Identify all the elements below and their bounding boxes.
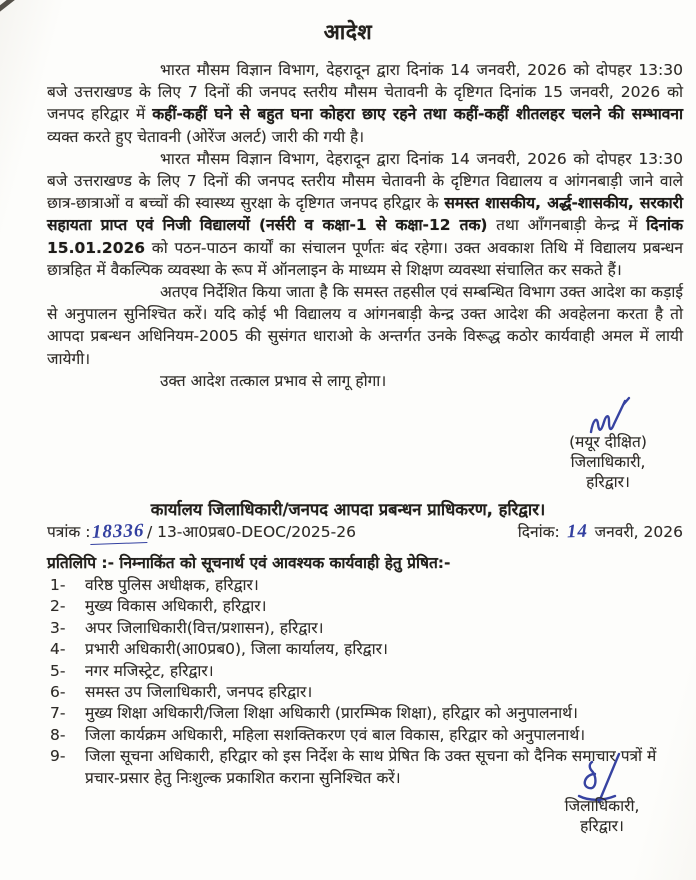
letter-date [518,520,683,543]
list-item [50,703,670,724]
item-text: अपर जिलाधिकारी(वित्त/प्रशासन), हरिद्वार। [85,618,324,637]
list-item [50,618,670,639]
item-number: 7- [50,704,66,723]
item-number: 6- [50,683,66,702]
office-heading: कार्यालय जिलाधिकारी/जनपद आपदा प्रबन्धन प्राधिकरण, हरिद्वार। [150,500,546,519]
item-number: 9- [50,747,66,766]
signature-block-top [528,396,688,492]
letter-number-label: पत्रांक : [47,523,91,541]
paragraph-text: तथा आँगनबाड़ी केन्द्र में [487,216,647,235]
list-item [50,575,670,596]
signature-block-bottom [532,752,672,836]
signatory-place: हरिद्वार। [586,473,630,491]
paragraph-text: भारत मौसम विज्ञान विभाग, देहरादून द्वारा दिनांक 14 जनवरी, 2026 को दोपहर 13:30 बजे उत्तराखण्ड के लिए 7 दिनों की जनपद स्तरीय मौसम चेतावनी के दृष्टिगत दिनांक 15 जनवरी, 2026 को जनपद हरिद्वार में [47,61,683,124]
item-number: 4- [50,640,66,659]
signatory-name: (मयूर दीक्षित) [569,433,647,451]
order-paragraph-1 [47,59,683,148]
letter-date-handwritten: 14 [566,520,589,543]
item-text: मुख्य शिक्षा अधिकारी/जिला शिक्षा अधिकारी (प्रारम्भिक शिक्षा), हरिद्वार को अनुपालनार्थ। [85,704,578,723]
item-number: 1- [50,576,66,594]
signatory-designation: जिलाधिकारी, [564,797,640,815]
item-text: नगर मजिस्ट्रेट, हरिद्वार। [85,661,214,680]
signatory-place: हरिद्वार। [580,817,624,835]
letter-number-text: / 13-आ0प्रब0-DEOC/2025-26 [146,523,356,541]
item-text: प्रभारी अधिकारी(आ0प्रब0), जिला कार्यालय, हरिद्वार। [85,640,388,659]
list-item [50,725,670,746]
item-number: 2- [50,597,66,616]
document-title: आदेश [323,20,373,44]
item-number: 3- [50,618,66,637]
order-paragraph-3: अतएव निर्देशित किया जाता है कि समस्त तहसील एवं सम्बन्धित विभाग उक्त आदेश का कड़ाई से अनुपालन सुनिश्चित करें। यदि कोई भी विद्यालय व आंगनबाड़ी केन्द्र उक्त आदेश की अवहेलना करता है तो आपदा प्रबन्धन अधिनियम-2005 की सुसंगत धाराओ के अन्तर्गत उनके विरूद्ध कठोर कार्यवाही अमल में लायी जायेगी। [47,283,683,368]
letter-number [47,520,356,544]
item-number: 5- [50,661,66,680]
letter-date-text: जनवरी, 2026 [594,523,683,541]
order-paragraph-4: उक्त आदेश तत्काल प्रभाव से लागू होगा। [160,371,387,390]
item-text: समस्त उप जिलाधिकारी, जनपद हरिद्वार। [85,683,313,702]
signatory-designation: जिलाधिकारी, [570,453,646,471]
corner-fold-mark [0,0,17,14]
list-item [50,639,670,660]
letter-number-handwritten: 18336 [90,520,147,545]
copy-intro: प्रतिलिपि :- निम्नाकिंत को सूचनार्थ एवं आवश्यक कार्यवाही हेतु प्रेषित:- [47,554,451,572]
paragraph-text: को पठन-पाठन कार्यों का संचालन पूर्णतः बंद रहेगा। उक्त अवकाश तिथि में विद्यालय प्रबन्धन छात्रहित में वैकल्पिक व्यवस्था के रूप में ऑनलाइन के माध्यम से शिक्षण व्यवस्था संचालित कर सकते हैं। [47,238,683,279]
item-text: वरिष्ठ पुलिस अधीक्षक, हरिद्वार। [85,576,259,594]
item-text: जिला सूचना अधिकारी, हरिद्वार को इस निर्देश के साथ प्रेषित कि उक्त सूचना को दैनिक समाचार पत्रों में प्रचार-प्रसार हेतु निःशुल्क प्रकाशित कराना सुनिश्चित करें। [85,747,657,787]
signature-scribble-icon [577,396,639,436]
list-item [50,682,670,703]
paragraph-bold-text: कहीं-कहीं घने से बहुत घना कोहरा छाए रहने तथा कहीं-कहीं शीतलहर चलने की सम्भावना [152,105,684,124]
order-paragraph-2 [47,148,683,281]
item-text: जिला कार्यक्रम अधिकारी, महिला सशक्तिकरण एवं बाल विकास, हरिद्वार को अनुपालनार्थ। [85,725,586,744]
reference-row [47,520,683,544]
letter-date-label: दिनांक: [517,523,560,541]
order-body [47,59,683,392]
paragraph-bold-text: दिनांक 15.01.2026 [47,216,683,257]
paragraph-bold-text: समस्त शासकीय, अर्द्ध-शासकीय, सरकारी सहायता प्राप्त एवं निजी विद्यालयों (नर्सरी व कक्षा-1 से कक्षा-12 तक) [47,194,684,235]
list-item [50,661,670,682]
paragraph-text: भारत मौसम विज्ञान विभाग, देहरादून द्वारा दिनांक 14 जनवरी, 2026 को दोपहर 13:30 बजे उत्तराखण्ड के लिए 7 दिनों की जनपद स्तरीय मौसम चेतावनी के दृष्टिगत विद्यालय व आंगनबाड़ी जाने वाले छात्र-छात्राओं व बच्चों की स्वास्थ्य सुरक्षा के दृष्टिगत जनपद हरिद्वार के [47,149,683,213]
item-number: 8- [50,725,66,744]
paragraph-text: व्यक्त करते हुए चेतावनी (ओरेंज अलर्ट) जारी की गयी है। [47,127,365,146]
item-text: मुख्य विकास अधिकारी, हरिद्वार। [85,597,267,616]
list-item [50,596,670,617]
